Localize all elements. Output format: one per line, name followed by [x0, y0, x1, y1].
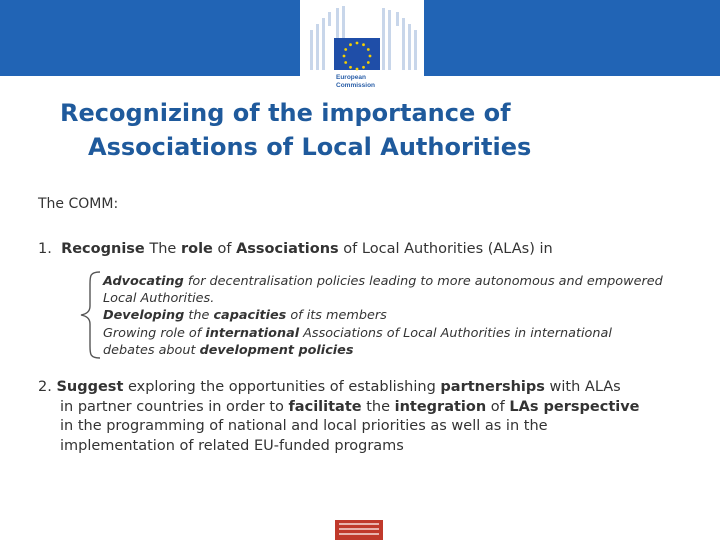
sub-point-keyword: capacities	[213, 308, 287, 324]
sub-point-keyword: Advocating	[103, 274, 184, 289]
point-2-keyword-partnerships: partnerships	[440, 379, 545, 395]
point-2-keyword-facilitate: facilitate	[288, 398, 362, 415]
sub-point-developing	[103, 307, 663, 324]
sub-point-growing-role	[103, 325, 663, 359]
footer-logo	[335, 520, 383, 540]
sub-point-keyword: international	[205, 325, 300, 341]
point-2-line-4: implementation of related EU-funded programs	[60, 437, 404, 454]
point-2-text: the	[361, 398, 395, 415]
sub-point-text: for decentralisation policies leading to more autonomous and empowered Local Authorities.	[103, 274, 663, 307]
logo-line-1: European	[336, 74, 366, 81]
logo-text	[336, 74, 375, 90]
point-2-text: exploring the opportunities of establishing	[123, 379, 441, 395]
sub-point-text: Associations of Local Authorities in international debates about	[103, 325, 612, 358]
point-1	[38, 241, 553, 257]
curly-brace-icon	[78, 270, 104, 360]
point-2-text: of	[486, 398, 510, 415]
point-2-number: 2.	[38, 379, 52, 395]
point-2-keyword-suggest: Suggest	[56, 379, 124, 395]
sub-point-keyword: development policies	[199, 342, 354, 358]
point-2-keyword-integration: integration	[394, 398, 487, 415]
title-line-2: Associations of Local Authorities	[88, 133, 532, 161]
point-2-text: in partner countries in order to	[60, 398, 289, 415]
point-2-line-3: in the programming of national and local priorities as well as in the	[60, 418, 548, 434]
sub-point-keyword: Developing	[103, 308, 185, 324]
point-1-text: The	[144, 241, 181, 257]
title-line-1: Recognizing of the importance of	[60, 99, 511, 127]
point-1-keyword-role: role	[180, 241, 213, 257]
point-2-text: with ALAs	[544, 379, 621, 395]
logo-line-2: Commission	[336, 82, 376, 89]
sub-point-text: the	[184, 308, 214, 324]
point-1-text: of Local Authorities (ALAs) in	[338, 241, 553, 257]
slide-title	[60, 96, 660, 164]
point-1-text: of	[212, 241, 237, 257]
point-2-line-2	[38, 398, 708, 418]
sub-point-advocating	[103, 273, 663, 307]
sub-point-text: Growing role of	[103, 325, 206, 341]
sub-points	[103, 273, 663, 359]
european-commission-logo	[300, 0, 424, 102]
sub-point-text: of its members	[286, 308, 387, 324]
intro-text: The COMM:	[38, 196, 119, 212]
point-1-number: 1.	[38, 241, 52, 257]
point-2-keyword-las-perspective: LAs perspective	[509, 398, 640, 415]
point-1-keyword-recognise: Recognise	[61, 241, 145, 257]
point-1-keyword-associations: Associations	[236, 241, 339, 257]
point-2	[38, 378, 708, 456]
